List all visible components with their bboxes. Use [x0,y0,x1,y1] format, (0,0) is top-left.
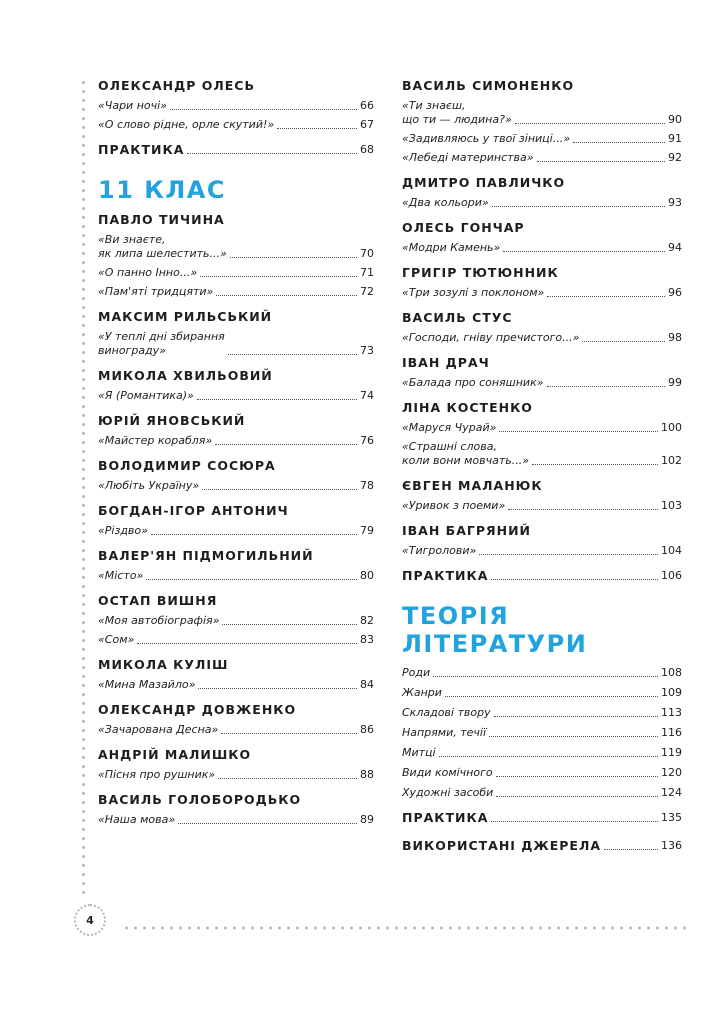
work-title: Види комічного [402,766,493,779]
leader-dots [146,579,357,580]
leader-dots [494,716,658,717]
work-title: «Чари ночі» [98,99,167,112]
leader-dots [433,676,658,677]
page-ref: 82 [360,614,374,627]
practice-entry[interactable] [402,568,682,584]
author-group [98,657,374,692]
work-title: Художні засоби [402,786,494,799]
leader-dots [197,399,357,400]
leader-dots [198,688,357,689]
toc-entry[interactable] [98,633,374,647]
leader-dots [537,161,665,162]
author-name: МИКОЛА ХВИЛЬОВИЙ [98,368,273,383]
author-name: ВАСИЛЬ СИМОНЕНКО [402,78,575,93]
toc-entry[interactable] [402,99,682,127]
page-ref: 104 [661,544,682,557]
toc-entry[interactable] [98,266,374,280]
leader-dots [228,354,357,355]
toc-entry[interactable] [402,686,682,700]
section-title-theory: ТЕОРІЯ ЛІТЕРАТУРИ [402,602,588,658]
toc-entry[interactable] [402,331,682,345]
horizontal-dotted-rule [122,926,687,930]
author-group [98,503,374,538]
author-name: ВАСИЛЬ ГОЛОБОРОДЬКО [98,792,302,807]
author-name: АНДРІЙ МАЛИШКО [98,747,252,762]
leader-dots [491,579,658,580]
work-title: «Місто» [98,569,144,582]
sources-entry[interactable] [402,838,682,854]
author-name: ОСТАП ВИШНЯ [98,593,218,608]
page-ref: 66 [360,99,374,112]
work-title: «О слово рідне, орле скутий!» [98,118,275,131]
author-group [98,413,374,448]
toc-entry[interactable] [98,434,374,448]
toc-entry[interactable] [402,746,682,760]
page-ref: 124 [661,786,682,799]
toc-entry[interactable] [402,706,682,720]
work-title: «Любіть Україну» [98,479,200,492]
page-ref: 96 [668,286,682,299]
leader-dots [221,733,357,734]
work-title: «Ви знаєте, як липа шелестить...» [98,233,227,260]
page-ref: 103 [661,499,682,512]
toc-entry[interactable] [402,666,682,680]
practice-label: ПРАКТИКА [98,142,185,157]
toc-entry[interactable] [98,524,374,538]
work-title: «Наша мова» [98,813,176,826]
work-title: «Пам'яті тридцяти» [98,285,214,298]
toc-entry[interactable] [98,569,374,583]
author-name: БОГДАН-ІГОР АНТОНИЧ [98,503,289,518]
leader-dots [200,276,357,277]
toc-entry[interactable] [402,440,682,468]
page-number-badge [74,904,106,936]
leader-dots [547,296,665,297]
toc-entry[interactable] [98,813,374,827]
work-title: «О панно Інно...» [98,266,198,279]
work-title: «Пісня про рушник» [98,768,216,781]
leader-dots [573,142,665,143]
leader-dots [508,509,658,510]
toc-entry[interactable] [402,726,682,740]
leader-dots [491,821,658,822]
work-title: Роди [402,666,431,679]
leader-dots [582,341,665,342]
page-ref: 136 [661,839,682,852]
work-title: «Три зозулі з поклоном» [402,286,545,299]
author-group [98,747,374,782]
section-title-11-class: 11 КЛАС [98,176,226,204]
leader-dots [503,251,665,252]
leader-dots [532,464,658,465]
leader-dots [202,489,357,490]
author-group [98,702,374,737]
toc-entry[interactable] [98,99,374,113]
author-name: ЄВГЕН МАЛАНЮК [402,478,543,493]
leader-dots [230,257,357,258]
author-group [402,400,682,468]
leader-dots [216,295,357,296]
author-group [98,309,374,358]
author-name: ІВАН БАГРЯНИЙ [402,523,532,538]
toc-entry[interactable] [98,389,374,403]
page-ref: 72 [360,285,374,298]
author-group [402,523,682,558]
page-ref: 113 [661,706,682,719]
page-ref: 119 [661,746,682,759]
work-title: «Модри Камень» [402,241,501,254]
leader-dots [499,431,658,432]
author-group [402,78,682,165]
page-ref: 93 [668,196,682,209]
work-title: Митці [402,746,436,759]
author-name: ОЛЕКСАНДР ДОВЖЕНКО [98,702,297,717]
page-ref: 76 [360,434,374,447]
toc-entry[interactable] [402,421,682,435]
toc-entry[interactable] [98,285,374,299]
leader-dots [218,778,357,779]
author-name: ОЛЕСЬ ГОНЧАР [402,220,525,235]
author-group [98,368,374,403]
work-title: «Тигролови» [402,544,477,557]
author-name: ВАЛЕР'ЯН ПІДМОГИЛЬНИЙ [98,548,314,563]
page-ref: 83 [360,633,374,646]
page-ref: 108 [661,666,682,679]
page-ref: 120 [661,766,682,779]
page-ref: 89 [360,813,374,826]
page-ref: 88 [360,768,374,781]
leader-dots [515,123,665,124]
author-group [402,220,682,255]
work-title: «Страшні слова, коли вони мовчать...» [402,440,530,467]
leader-dots [170,109,357,110]
page-ref: 79 [360,524,374,537]
page-ref: 78 [360,479,374,492]
page-ref: 98 [668,331,682,344]
author-name: ЛІНА КОСТЕНКО [402,400,533,415]
toc-entry[interactable] [98,768,374,782]
leader-dots [439,756,658,757]
toc-entry[interactable] [402,766,682,780]
theory-list [402,666,682,800]
leader-dots [187,153,357,154]
author-name: ДМИТРО ПАВЛИЧКО [402,175,566,190]
author-name: ГРИГІР ТЮТЮННИК [402,265,559,280]
toc-entry[interactable] [402,376,682,390]
toc-entry[interactable] [98,614,374,628]
toc-entry[interactable] [98,118,374,132]
right-author-list [402,78,682,558]
leader-dots [137,643,357,644]
toc-entry[interactable] [402,286,682,300]
work-title: «Два кольори» [402,196,489,209]
leader-dots [492,206,665,207]
page-ref: 71 [360,266,374,279]
leader-dots [604,849,658,850]
leader-dots [489,736,658,737]
author-name: ПАВЛО ТИЧИНА [98,212,225,227]
page-ref: 109 [661,686,682,699]
leader-dots [222,624,357,625]
author-group [98,78,374,132]
practice-entry[interactable] [402,810,682,826]
page-ref: 90 [668,113,682,126]
page-ref: 92 [668,151,682,164]
page-ref: 70 [360,247,374,260]
page-ref: 100 [661,421,682,434]
work-title: «Зачарована Десна» [98,723,219,736]
page-ref: 135 [661,811,682,824]
author-group [98,212,374,299]
author-name: ЮРІЙ ЯНОВСЬКИЙ [98,413,246,428]
work-title: «Ти знаєш, що ти — людина?» [402,99,512,126]
toc-entry[interactable] [98,479,374,493]
leader-dots [445,696,658,697]
page-ref: 74 [360,389,374,402]
work-title: «Я (Романтика)» [98,389,194,402]
practice-label: ПРАКТИКА [402,810,489,825]
work-title: «Лебеді материнства» [402,151,534,164]
vertical-dotted-rule [82,78,85,896]
page-ref: 67 [360,118,374,131]
author-group [402,478,682,513]
work-title: «Сом» [98,633,135,646]
work-title: Складові твору [402,706,491,719]
work-title: «Задивляюсь у твої зіниці...» [402,132,571,145]
page-ref: 106 [661,569,682,582]
work-title: «Моя автобіографія» [98,614,220,627]
leader-dots [215,444,357,445]
author-group [98,792,374,827]
work-title: Жанри [402,686,442,699]
author-group [98,458,374,493]
toc-entry[interactable] [402,786,682,800]
work-title: «Уривок з поеми» [402,499,506,512]
toc-entry[interactable] [402,241,682,255]
work-title: «Маруся Чурай» [402,421,497,434]
page-ref: 102 [661,454,682,467]
page-ref: 84 [360,678,374,691]
leader-dots [277,128,357,129]
toc-entry[interactable] [98,330,374,358]
practice-label: ПРАКТИКА [402,568,489,583]
toc-entry[interactable] [98,723,374,737]
left-column [98,78,374,837]
practice-entry[interactable] [98,142,374,158]
author-group [402,265,682,300]
work-title: «Господи, гніву пречистого...» [402,331,580,344]
work-title: «Мина Мазайло» [98,678,196,691]
work-title: «У теплі дні збирання винограду» [98,330,225,357]
leader-dots [151,534,357,535]
toc-entry[interactable] [98,233,374,261]
leader-dots [547,386,665,387]
leader-dots [496,776,658,777]
author-group [402,310,682,345]
right-column [402,78,682,866]
page-ref: 73 [360,344,374,357]
toc-entry[interactable] [402,151,682,165]
author-name: МАКСИМ РИЛЬСЬКИЙ [98,309,273,324]
toc-entry[interactable] [402,544,682,558]
author-name: МИКОЛА КУЛІШ [98,657,229,672]
work-title: «Майстер корабля» [98,434,213,447]
toc-entry[interactable] [98,678,374,692]
toc-entry[interactable] [402,132,682,146]
author-name: ІВАН ДРАЧ [402,355,490,370]
author-group [402,355,682,390]
toc-entry[interactable] [402,499,682,513]
sources-label: ВИКОРИСТАНІ ДЖЕРЕЛА [402,838,602,853]
work-title: Напрями, течії [402,726,487,739]
work-title: «Різдво» [98,524,148,537]
author-group [402,175,682,210]
leader-dots [496,796,658,797]
author-group [98,548,374,583]
page-ref: 99 [668,376,682,389]
author-name: ВАСИЛЬ СТУС [402,310,513,325]
author-name: ОЛЕКСАНДР ОЛЕСЬ [98,78,255,93]
page-ref: 68 [360,143,374,156]
author-group [98,593,374,647]
page-ref: 86 [360,723,374,736]
leader-dots [178,823,357,824]
leader-dots [479,554,658,555]
work-title: «Балада про соняшник» [402,376,544,389]
page-ref: 91 [668,132,682,145]
page-number: 4 [86,913,94,927]
left-author-list [98,212,374,827]
page-ref: 116 [661,726,682,739]
toc-entry[interactable] [402,196,682,210]
page-ref: 80 [360,569,374,582]
page-ref: 94 [668,241,682,254]
author-name: ВОЛОДИМИР СОСЮРА [98,458,276,473]
